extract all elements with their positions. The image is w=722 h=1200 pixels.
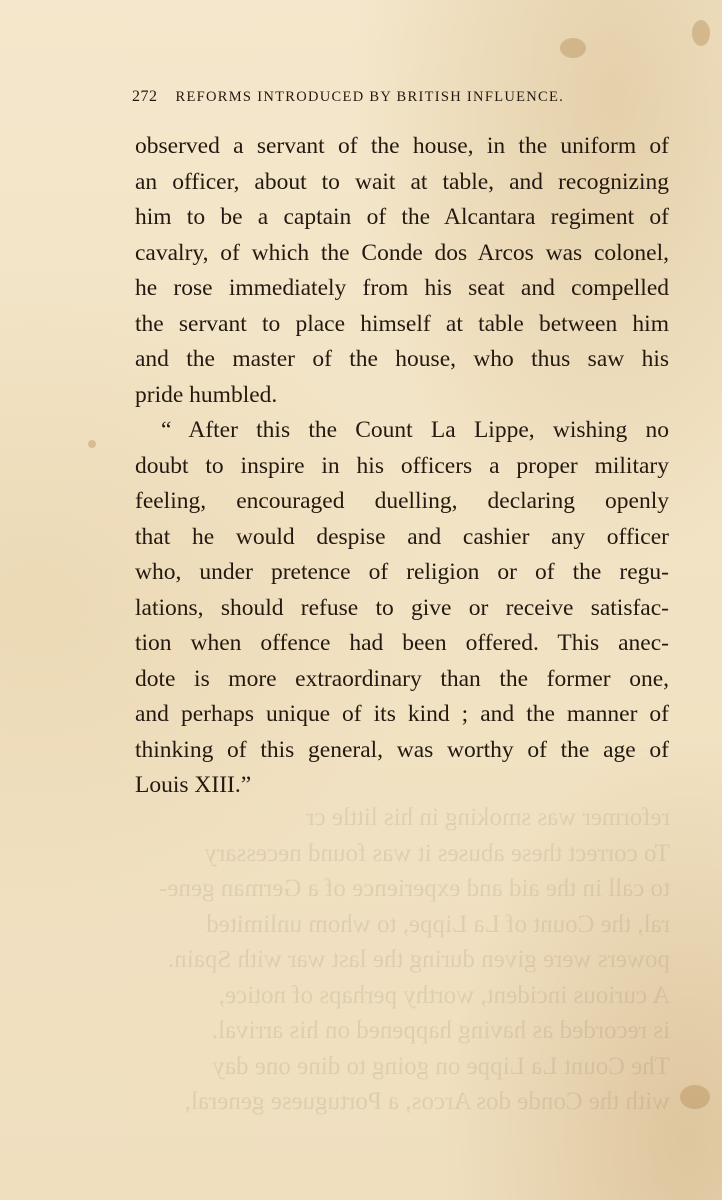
text-line: and perhaps unique of its kind ; and the manner of [135, 701, 669, 727]
text-line: who, under pretence of religion or of the regu- [135, 559, 669, 585]
text-line: the servant to place himself at table between him [135, 310, 669, 337]
text-line: Louis XIII.” [135, 772, 252, 798]
foxing-stain [88, 440, 96, 448]
text-line: pride humbled. [135, 381, 278, 408]
text-line: that he would despise and cashier any officer [135, 523, 669, 550]
show-through-text: reformer was smoking in his little cr To correct these abuses it was found necessary to call in the aid and experience of a German gene- ral, the Count of La Lippe, to whom unlimited powers were given during the last war with Spain. A curious incident, worthy perhaps of notice, is recorded as having happened on his arrival. The Count La Lippe on going to dine one day with the Conde dos Arcos, a Portuguese general, [159, 804, 670, 1115]
foxing-stain [680, 1085, 710, 1109]
text-line: lations, should refuse to give or receive satisfac- [135, 594, 669, 621]
text-line: tion when offence had been offered. This anec- [135, 630, 669, 656]
text-line: cavalry, of which the Conde dos Arcos was colonel, [135, 239, 669, 266]
text-line: “ After this the Count La Lippe, wishing no [161, 417, 669, 443]
text-line: an officer, about to wait at table, and recognizing [135, 168, 669, 195]
text-line: dote is more extraordinary than the former one, [135, 665, 669, 692]
text-line: feeling, encouraged duelling, declaring openly [135, 488, 669, 514]
running-header [132, 88, 642, 112]
text-line: him to be a captain of the Alcantara regiment of [135, 204, 669, 230]
body-text [135, 129, 669, 804]
text-line: doubt to inspire in his officers a proper military [135, 452, 669, 479]
text-line: observed a servant of the house, in the uniform of [135, 133, 669, 159]
text-line: he rose immediately from his seat and compelled [135, 275, 669, 301]
text-line: and the master of the house, who thus saw his [135, 346, 669, 372]
running-title: REFORMS INTRODUCED BY BRITISH INFLUENCE. [175, 89, 565, 105]
foxing-stain [560, 38, 586, 58]
page-number: 272 [132, 88, 158, 105]
text-line: thinking of this general, was worthy of the age of [135, 736, 669, 763]
foxing-stain [692, 20, 710, 46]
